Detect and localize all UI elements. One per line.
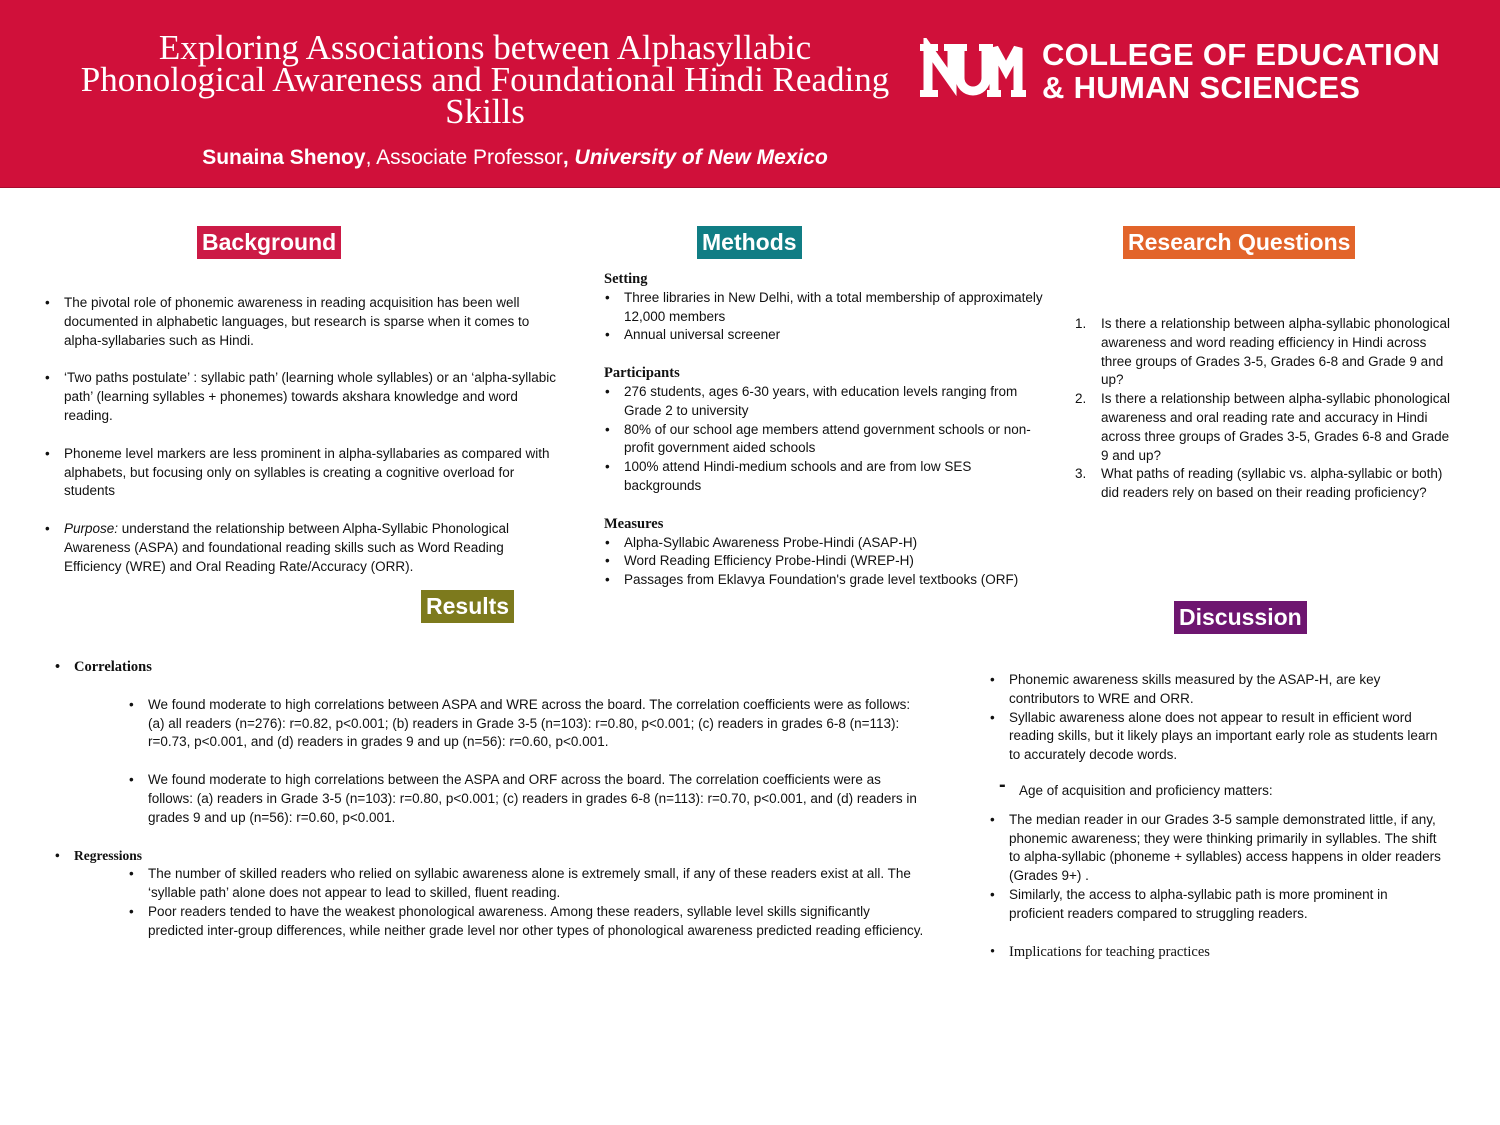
question-number: 2. <box>1075 391 1087 407</box>
results-section <box>54 658 954 941</box>
unm-logo-icon <box>920 38 1026 106</box>
background-item: • The pivotal role of phonemic awareness in reading acquisition has been well documented in alphabetic languages, but research is sparse when it comes to alpha-syllabaries such as Hindi. <box>44 294 564 350</box>
discussion-dash-item <box>989 773 1444 801</box>
question-number: 3. <box>1075 466 1087 482</box>
discussion-item: • The median reader in our Grades 3-5 sample demonstrated little, if any, phonemic awareness; they were thinking primarily in syllables. The shift to alpha-syllabic (phoneme + syllables) access happens in older readers (Grades 9+) . <box>989 811 1444 886</box>
correlation-item: • We found moderate to high correlations between the ASPA and ORF across the board. The correlation coefficients were as follows: (a) readers in Grade 3-5 (n=103): r=0.80, p<0.001; (c) readers in grades 6-8 (n=113): r=0.70, p<0.001, and (d) readers in grades 9 and up (n=56): r=0.60, p<0.001. <box>128 771 928 827</box>
question-number: 1. <box>1075 316 1087 331</box>
measures-heading: Measures <box>604 515 664 532</box>
participants-item: • 100% attend Hindi-medium schools and are from low SES backgrounds <box>604 458 1044 496</box>
measures-item: • Alpha-Syllabic Awareness Probe-Hindi (ASAP-H) <box>604 534 1044 553</box>
discussion-item: • Syllabic awareness alone does not appear to result in efficient word reading skills, but it likely plays an important early role as students learn to accurately decode words. <box>989 709 1444 765</box>
background-section <box>44 294 564 577</box>
author-line <box>80 146 950 170</box>
discussion-section <box>989 671 1444 961</box>
research-questions-section <box>1075 315 1455 503</box>
discussion-item: • Phonemic awareness skills measured by the ASAP-H, are key contributors to WRE and ORR. <box>989 671 1444 709</box>
research-question <box>1075 315 1455 390</box>
author-institution: University of New Mexico <box>574 146 828 169</box>
author-comma: , <box>562 146 569 169</box>
regression-item: • Poor readers tended to have the weakest phonological awareness. Among these readers, syllable level skills significantly predicted inter-group differences, while neither grade level nor other types of phonological awareness predicted reading efficiency. <box>128 903 928 941</box>
participants-heading: Participants <box>604 365 680 382</box>
setting-item: • Three libraries in New Delhi, with a total membership of approximately 12,000 members <box>604 289 1044 327</box>
measures-item: • Passages from Eklavya Foundation's grade level textbooks (ORF) <box>604 571 1044 590</box>
methods-section <box>604 270 1044 590</box>
author-role: , Associate Professor <box>365 146 563 169</box>
participants-item: • 80% of our school age members attend government schools or non-profit government aided schools <box>604 421 1044 459</box>
setting-heading: Setting <box>604 271 648 287</box>
purpose-label: Purpose: <box>64 521 119 537</box>
results-heading: Results <box>421 590 514 623</box>
correlation-item: • We found moderate to high correlations between ASPA and WRE across the board. The correlation coefficients were as follows: (a) all readers (n=276): r=0.82, p<0.001; (b) readers in Grade 3-5 (n=103): r=0.80, p<0.001; (c) readers in grades 6-8 (n=113): r=0.73, p<0.001, and (d) readers in grades 9 and up (n=56): r=0.60, p<0.001. <box>128 696 928 752</box>
dash-item-text: Age of acquisition and proficiency matters: <box>1019 782 1273 798</box>
setting-item: • Annual universal screener <box>604 326 1044 345</box>
background-purpose <box>44 520 564 576</box>
college-line-2: & HUMAN SCIENCES <box>1042 70 1361 105</box>
college-line-1: COLLEGE OF EDUCATION <box>1042 37 1441 72</box>
author-name: Sunaina Shenoy <box>202 146 366 169</box>
research-questions-heading: Research Questions <box>1123 226 1355 259</box>
regressions-heading: • Regressions <box>54 847 954 866</box>
poster-title: Exploring Associations between Alphasyllabic Phonological Awareness and Foundational Hindi Reading Skills <box>80 28 890 131</box>
question-text: Is there a relationship between alpha-syllabic phonological awareness and word reading efficiency in Hindi across three groups of Grades 3-5, Grades 6-8 and Grade 9 and up? <box>1101 316 1450 388</box>
background-item: • ‘Two paths postulate’ : syllabic path’ (learning whole syllables) or an ‘alpha-syllabic path’ (learning syllables + phonemes) towards akshara knowledge and word reading. <box>44 369 564 425</box>
question-text: What paths of reading (syllabic vs. alpha-syllabic or both) did readers rely on based on their reading proficiency? <box>1101 466 1443 501</box>
methods-heading: Methods <box>697 226 802 259</box>
college-name <box>1042 38 1440 104</box>
background-heading: Background <box>197 226 341 259</box>
research-question <box>1075 465 1455 503</box>
poster-header <box>0 0 1500 188</box>
discussion-item: • Similarly, the access to alpha-syllabic path is more prominent in proficient readers compared to struggling readers. <box>989 886 1444 924</box>
question-text: Is there a relationship between alpha-syllabic phonological awareness and oral reading rate and accuracy in Hindi across three groups of Grades 3-5, Grades 6-8 and Grade 9 and up? <box>1101 391 1450 463</box>
research-question <box>1075 390 1455 465</box>
discussion-heading: Discussion <box>1174 601 1307 634</box>
implications-item: • Implications for teaching practices <box>989 943 1444 962</box>
background-item: • Phoneme level markers are less prominent in alpha-syllabaries as compared with alphabets, but focusing only on syllables is creating a cognitive overload for students <box>44 445 564 501</box>
correlations-heading: • Correlations <box>54 658 954 677</box>
purpose-text: understand the relationship between Alpha-Syllabic Phonological Awareness (ASPA) and foundational reading skills such as Word Reading Efficiency (WRE) and Oral Reading Rate/Accuracy (ORR). <box>64 521 510 574</box>
dash-marker-icon: - <box>999 773 1006 796</box>
regression-item: • The number of skilled readers who relied on syllabic awareness alone is extremely small, if any of these readers exist at all. The ‘syllable path’ alone does not appear to lead to skilled, fluent reading. <box>128 865 928 903</box>
participants-item: • 276 students, ages 6-30 years, with education levels ranging from Grade 2 to university <box>604 383 1044 421</box>
measures-item: • Word Reading Efficiency Probe-Hindi (WREP-H) <box>604 552 1044 571</box>
